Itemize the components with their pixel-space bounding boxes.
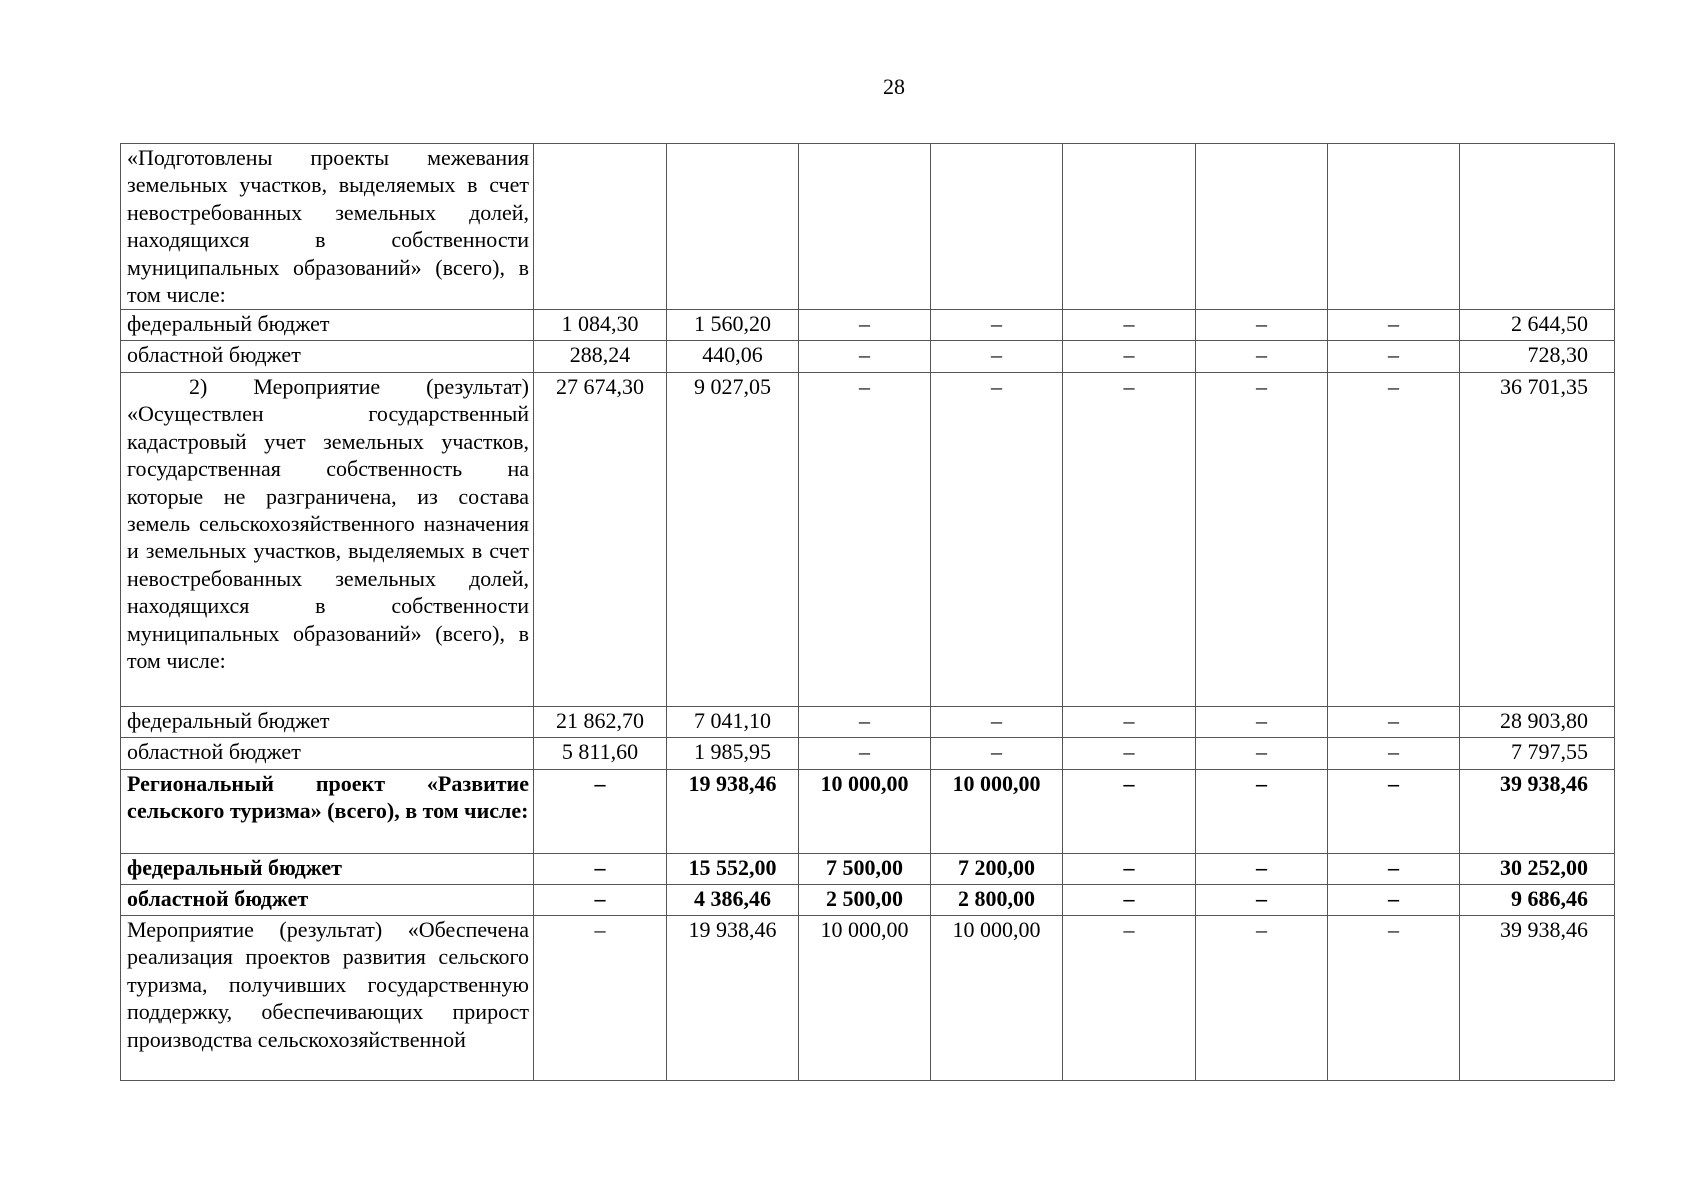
table-row bbox=[121, 916, 1615, 1081]
row-name-cell: областной бюджет bbox=[121, 738, 534, 770]
value-cell: – bbox=[1328, 854, 1460, 885]
total-cell: 30 252,00 bbox=[1460, 854, 1615, 885]
value-cell: – bbox=[1063, 770, 1196, 854]
value-cell: 15 552,00 bbox=[667, 854, 799, 885]
page-number: 28 bbox=[883, 74, 905, 99]
value-cell: 10 000,00 bbox=[931, 770, 1063, 854]
table-row bbox=[121, 144, 1615, 310]
value-cell: – bbox=[1063, 738, 1196, 770]
value-cell: – bbox=[1328, 310, 1460, 341]
value-cell: 10 000,00 bbox=[931, 916, 1063, 1081]
table-row bbox=[121, 707, 1615, 738]
table-row bbox=[121, 854, 1615, 885]
value-cell: 2 800,00 bbox=[931, 885, 1063, 916]
value-cell: – bbox=[799, 310, 931, 341]
row-name-cell: Мероприятие (результат) «Обеспечена реализация проектов развития сельского туризма, получивших государственную поддержку, обеспечивающих прирост производства сельскохозяйственной bbox=[121, 916, 534, 1081]
value-cell: 440,06 bbox=[667, 341, 799, 373]
value-cell: – bbox=[799, 341, 931, 373]
value-cell: 9 027,05 bbox=[667, 373, 799, 707]
value-cell: 1 985,95 bbox=[667, 738, 799, 770]
value-cell: – bbox=[1328, 707, 1460, 738]
value-cell: – bbox=[534, 854, 667, 885]
value-cell: – bbox=[1196, 310, 1328, 341]
value-cell: – bbox=[534, 770, 667, 854]
value-cell bbox=[931, 144, 1063, 310]
table-row bbox=[121, 373, 1615, 707]
value-cell: 2 500,00 bbox=[799, 885, 931, 916]
value-cell: 288,24 bbox=[534, 341, 667, 373]
row-name-cell: «Подготовлены проекты межевания земельных участков, выделяемых в счет невостребованных земельных долей, находящихся в собственности муниципальных образований» (всего), в том числе: bbox=[121, 144, 534, 310]
total-cell: 39 938,46 bbox=[1460, 770, 1615, 854]
total-cell: 7 797,55 bbox=[1460, 738, 1615, 770]
value-cell: – bbox=[1063, 373, 1196, 707]
value-cell: 19 938,46 bbox=[667, 770, 799, 854]
value-cell: – bbox=[534, 916, 667, 1081]
value-cell: – bbox=[1196, 738, 1328, 770]
value-cell: 19 938,46 bbox=[667, 916, 799, 1081]
total-cell: 28 903,80 bbox=[1460, 707, 1615, 738]
total-cell bbox=[1460, 144, 1615, 310]
value-cell: – bbox=[1196, 341, 1328, 373]
value-cell: – bbox=[1196, 373, 1328, 707]
value-cell: – bbox=[1063, 310, 1196, 341]
total-cell: 2 644,50 bbox=[1460, 310, 1615, 341]
value-cell: 7 500,00 bbox=[799, 854, 931, 885]
value-cell: – bbox=[931, 707, 1063, 738]
row-name-cell: Региональный проект «Развитие сельского туризма» (всего), в том числе: bbox=[121, 770, 534, 854]
value-cell: 7 041,10 bbox=[667, 707, 799, 738]
value-cell: – bbox=[1063, 854, 1196, 885]
value-cell: – bbox=[1196, 707, 1328, 738]
budget-table bbox=[120, 143, 1615, 1081]
value-cell: – bbox=[799, 373, 931, 707]
value-cell: – bbox=[931, 341, 1063, 373]
total-cell: 9 686,46 bbox=[1460, 885, 1615, 916]
total-cell: 36 701,35 bbox=[1460, 373, 1615, 707]
value-cell: 4 386,46 bbox=[667, 885, 799, 916]
row-name-cell: областной бюджет bbox=[121, 885, 534, 916]
table-row bbox=[121, 341, 1615, 373]
value-cell bbox=[799, 144, 931, 310]
value-cell: – bbox=[931, 373, 1063, 707]
value-cell: 10 000,00 bbox=[799, 916, 931, 1081]
value-cell: – bbox=[931, 738, 1063, 770]
value-cell bbox=[534, 144, 667, 310]
value-cell bbox=[1063, 144, 1196, 310]
table-row bbox=[121, 885, 1615, 916]
value-cell: – bbox=[799, 738, 931, 770]
value-cell bbox=[667, 144, 799, 310]
total-cell: 728,30 bbox=[1460, 341, 1615, 373]
value-cell: 7 200,00 bbox=[931, 854, 1063, 885]
row-name-cell: федеральный бюджет bbox=[121, 310, 534, 341]
value-cell: – bbox=[1063, 885, 1196, 916]
table-row bbox=[121, 770, 1615, 854]
value-cell: – bbox=[799, 707, 931, 738]
value-cell: – bbox=[1063, 341, 1196, 373]
value-cell: – bbox=[931, 310, 1063, 341]
value-cell: – bbox=[534, 885, 667, 916]
value-cell: – bbox=[1196, 916, 1328, 1081]
value-cell: – bbox=[1063, 707, 1196, 738]
row-name-cell: федеральный бюджет bbox=[121, 854, 534, 885]
value-cell: – bbox=[1328, 885, 1460, 916]
value-cell: – bbox=[1063, 916, 1196, 1081]
value-cell: – bbox=[1196, 770, 1328, 854]
value-cell bbox=[1328, 144, 1460, 310]
value-cell: 10 000,00 bbox=[799, 770, 931, 854]
row-name-cell: федеральный бюджет bbox=[121, 707, 534, 738]
value-cell: 1 084,30 bbox=[534, 310, 667, 341]
value-cell: 27 674,30 bbox=[534, 373, 667, 707]
value-cell: – bbox=[1328, 770, 1460, 854]
value-cell: 5 811,60 bbox=[534, 738, 667, 770]
value-cell: – bbox=[1196, 854, 1328, 885]
row-name-cell: 2) Мероприятие (результат) «Осуществлен государственный кадастровый учет земельных участков, государственная собственность на которые не разграничена, из состава земель сельскохозяйственного назначения и земельных участков, выделяемых в счет невостребованных земельных долей, находящихся в собственности муниципальных образований» (всего), в том числе: bbox=[121, 373, 534, 707]
table-row bbox=[121, 310, 1615, 341]
value-cell: 1 560,20 bbox=[667, 310, 799, 341]
total-cell: 39 938,46 bbox=[1460, 916, 1615, 1081]
value-cell: – bbox=[1328, 916, 1460, 1081]
value-cell: – bbox=[1328, 373, 1460, 707]
value-cell: – bbox=[1196, 885, 1328, 916]
value-cell: 21 862,70 bbox=[534, 707, 667, 738]
row-name-cell: областной бюджет bbox=[121, 341, 534, 373]
value-cell: – bbox=[1328, 738, 1460, 770]
value-cell: – bbox=[1328, 341, 1460, 373]
table-row bbox=[121, 738, 1615, 770]
value-cell bbox=[1196, 144, 1328, 310]
